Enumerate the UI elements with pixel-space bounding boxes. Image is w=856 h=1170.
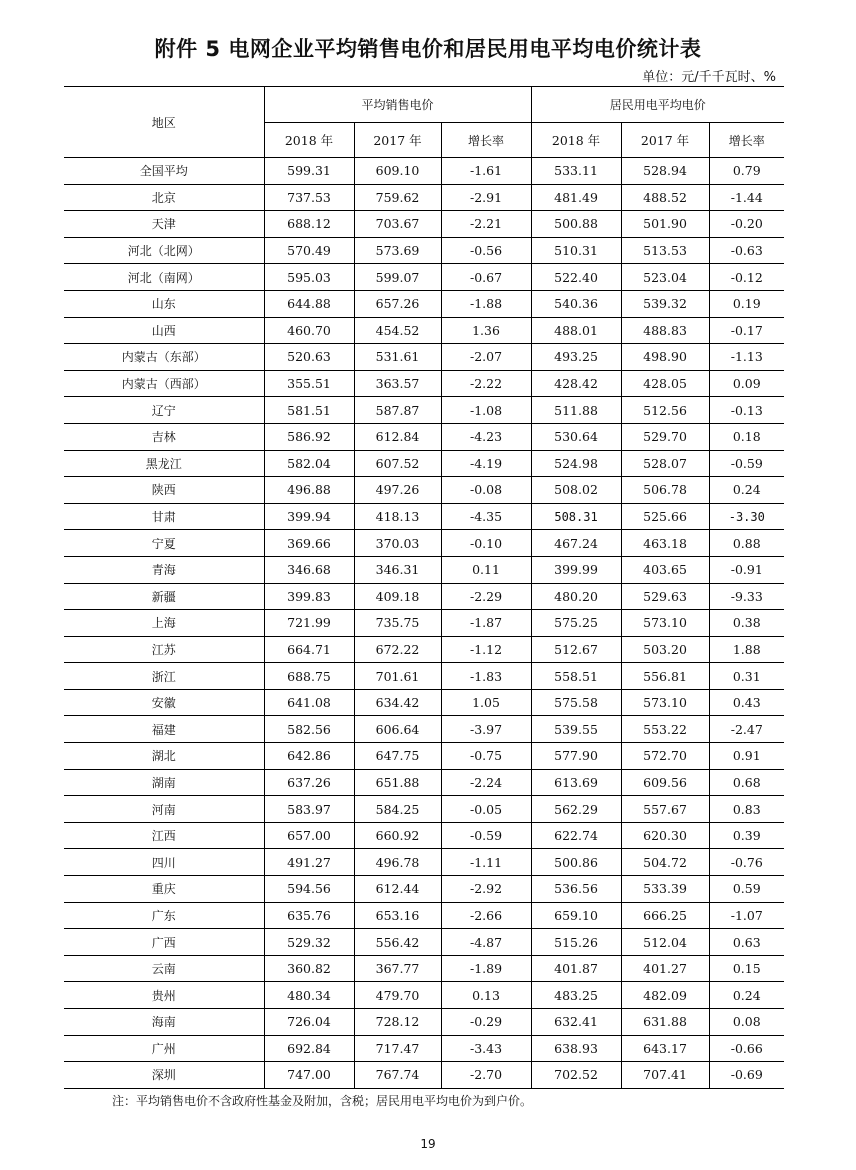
region-cell: 甘肃	[64, 503, 264, 530]
sales-2017-cell: 612.84	[354, 423, 441, 450]
residential-2018-cell: 536.56	[531, 876, 621, 903]
residential-growth-cell: -0.59	[709, 450, 784, 477]
residential-growth-cell: -0.13	[709, 397, 784, 424]
sales-growth-cell: 0.13	[441, 982, 531, 1009]
sales-growth-cell: -4.19	[441, 450, 531, 477]
residential-2018-cell: 575.25	[531, 610, 621, 637]
table-row	[64, 211, 784, 238]
sales-growth-cell: -0.10	[441, 530, 531, 557]
table-row	[64, 158, 784, 185]
sales-2017-cell: 653.16	[354, 902, 441, 929]
table-row	[64, 556, 784, 583]
sales-2018-cell: 520.63	[264, 344, 354, 371]
table-row	[64, 583, 784, 610]
residential-growth-cell: 0.43	[709, 689, 784, 716]
residential-2018-cell: 399.99	[531, 556, 621, 583]
residential-2018-cell: 500.88	[531, 211, 621, 238]
sales-2018-cell: 657.00	[264, 822, 354, 849]
table-row	[64, 663, 784, 690]
sales-2017-cell: 418.13	[354, 503, 441, 530]
residential-2018-cell: 530.64	[531, 423, 621, 450]
sales-2018-cell: 491.27	[264, 849, 354, 876]
region-cell: 云南	[64, 955, 264, 982]
sales-growth-cell: -0.75	[441, 743, 531, 770]
table-row	[64, 317, 784, 344]
sales-2017-cell: 660.92	[354, 822, 441, 849]
region-cell: 宁夏	[64, 530, 264, 557]
sales-2018-cell: 737.53	[264, 184, 354, 211]
sales-2018-cell: 582.04	[264, 450, 354, 477]
sales-2017-cell: 728.12	[354, 1009, 441, 1036]
region-cell: 江苏	[64, 636, 264, 663]
residential-2017-cell: 572.70	[621, 743, 709, 770]
sales-2018-cell: 369.66	[264, 530, 354, 557]
residential-2017-cell: 643.17	[621, 1035, 709, 1062]
residential-growth-cell: -1.13	[709, 344, 784, 371]
sales-growth-cell: -1.08	[441, 397, 531, 424]
sales-growth-cell: -4.23	[441, 423, 531, 450]
residential-2018-cell: 539.55	[531, 716, 621, 743]
residential-2017-cell: 529.70	[621, 423, 709, 450]
residential-2018-cell: 515.26	[531, 929, 621, 956]
sales-growth-cell: -2.29	[441, 583, 531, 610]
sales-growth-cell: -0.08	[441, 477, 531, 504]
residential-growth-cell: 0.38	[709, 610, 784, 637]
sales-2017-cell: 587.87	[354, 397, 441, 424]
residential-2017-cell: 525.66	[621, 503, 709, 530]
region-cell: 山西	[64, 317, 264, 344]
residential-2018-cell: 575.58	[531, 689, 621, 716]
residential-2018-cell: 533.11	[531, 158, 621, 185]
residential-2018-cell: 401.87	[531, 955, 621, 982]
table-row	[64, 716, 784, 743]
residential-growth-cell: 0.24	[709, 477, 784, 504]
residential-2017-cell: 631.88	[621, 1009, 709, 1036]
residential-2017-cell: 707.41	[621, 1062, 709, 1089]
residential-growth-cell: -0.12	[709, 264, 784, 291]
sales-2017-cell: 454.52	[354, 317, 441, 344]
document-title: 附件 5 电网企业平均销售电价和居民用电平均电价统计表	[154, 37, 702, 61]
residential-2017-cell: 463.18	[621, 530, 709, 557]
sales-2017-cell: 479.70	[354, 982, 441, 1009]
table-row	[64, 264, 784, 291]
sales-growth-cell: -2.21	[441, 211, 531, 238]
sales-2018-cell: 399.83	[264, 583, 354, 610]
residential-2017-cell: 533.39	[621, 876, 709, 903]
residential-2017-cell: 513.53	[621, 237, 709, 264]
region-cell: 辽宁	[64, 397, 264, 424]
sales-2018-cell: 641.08	[264, 689, 354, 716]
region-cell: 河北（北网）	[64, 237, 264, 264]
region-cell: 广东	[64, 902, 264, 929]
sales-2018-header: 2018 年	[264, 123, 354, 158]
residential-2017-cell: 512.04	[621, 929, 709, 956]
residential-growth-cell: 0.39	[709, 822, 784, 849]
table-row	[64, 184, 784, 211]
sales-2018-cell: 688.75	[264, 663, 354, 690]
region-cell: 深圳	[64, 1062, 264, 1089]
residential-2018-cell: 488.01	[531, 317, 621, 344]
sales-2018-cell: 355.51	[264, 370, 354, 397]
residential-2018-cell: 613.69	[531, 769, 621, 796]
residential-2018-cell: 500.86	[531, 849, 621, 876]
residential-2017-cell: 488.52	[621, 184, 709, 211]
sales-2017-cell: 496.78	[354, 849, 441, 876]
region-cell: 海南	[64, 1009, 264, 1036]
table-body	[64, 158, 784, 1089]
sales-growth-cell: -1.88	[441, 290, 531, 317]
sales-2018-cell: 581.51	[264, 397, 354, 424]
sales-growth-cell: 1.05	[441, 689, 531, 716]
sales-2017-cell: 759.62	[354, 184, 441, 211]
sales-2018-cell: 570.49	[264, 237, 354, 264]
table-row	[64, 982, 784, 1009]
table-row	[64, 450, 784, 477]
residential-2018-cell: 493.25	[531, 344, 621, 371]
residential-growth-cell: 0.24	[709, 982, 784, 1009]
page-number: 19	[420, 1137, 436, 1151]
sales-2017-cell: 370.03	[354, 530, 441, 557]
sales-2017-cell: 409.18	[354, 583, 441, 610]
residential-growth-cell: 0.79	[709, 158, 784, 185]
sales-2017-cell: 717.47	[354, 1035, 441, 1062]
residential-growth-cell: -2.47	[709, 716, 784, 743]
sales-2018-cell: 635.76	[264, 902, 354, 929]
table-row	[64, 822, 784, 849]
table-row	[64, 344, 784, 371]
region-cell: 上海	[64, 610, 264, 637]
residential-2018-cell: 467.24	[531, 530, 621, 557]
table-row	[64, 849, 784, 876]
residential-growth-cell: -1.07	[709, 902, 784, 929]
residential-2018-cell: 512.67	[531, 636, 621, 663]
residential-growth-cell: 0.15	[709, 955, 784, 982]
table-row	[64, 290, 784, 317]
residential-2017-cell: 403.65	[621, 556, 709, 583]
sales-growth-cell: 1.36	[441, 317, 531, 344]
residential-2017-cell: 528.94	[621, 158, 709, 185]
sales-growth-cell: -1.12	[441, 636, 531, 663]
residential-2017-cell: 482.09	[621, 982, 709, 1009]
table-row	[64, 876, 784, 903]
region-cell: 重庆	[64, 876, 264, 903]
residential-2017-cell: 498.90	[621, 344, 709, 371]
region-cell: 天津	[64, 211, 264, 238]
sales-2017-cell: 606.64	[354, 716, 441, 743]
residential-growth-cell: 1.88	[709, 636, 784, 663]
residential-2017-header: 2017 年	[621, 123, 709, 158]
residential-2018-cell: 622.74	[531, 822, 621, 849]
region-cell: 内蒙古（东部）	[64, 344, 264, 371]
region-cell: 河南	[64, 796, 264, 823]
residential-2017-cell: 488.83	[621, 317, 709, 344]
sales-2017-cell: 701.61	[354, 663, 441, 690]
residential-growth-cell: -1.44	[709, 184, 784, 211]
region-cell: 青海	[64, 556, 264, 583]
sales-2017-cell: 703.67	[354, 211, 441, 238]
residential-2017-cell: 557.67	[621, 796, 709, 823]
region-cell: 新疆	[64, 583, 264, 610]
residential-price-group-header: 居民用电平均电价	[531, 87, 784, 123]
region-cell: 安徽	[64, 689, 264, 716]
residential-growth-cell: 0.68	[709, 769, 784, 796]
sales-growth-cell: -1.89	[441, 955, 531, 982]
residential-2018-cell: 510.31	[531, 237, 621, 264]
residential-2017-cell: 504.72	[621, 849, 709, 876]
residential-2018-cell: 638.93	[531, 1035, 621, 1062]
residential-2018-cell: 632.41	[531, 1009, 621, 1036]
region-cell: 广西	[64, 929, 264, 956]
residential-growth-cell: -0.63	[709, 237, 784, 264]
residential-2018-cell: 540.36	[531, 290, 621, 317]
residential-2018-cell: 483.25	[531, 982, 621, 1009]
table-row	[64, 610, 784, 637]
residential-2018-cell: 508.31	[531, 503, 621, 530]
residential-2017-cell: 529.63	[621, 583, 709, 610]
table-row	[64, 503, 784, 530]
residential-2017-cell: 512.56	[621, 397, 709, 424]
sales-growth-cell: -0.05	[441, 796, 531, 823]
sales-2018-cell: 599.31	[264, 158, 354, 185]
residential-growth-cell: 0.63	[709, 929, 784, 956]
sales-2017-cell: 573.69	[354, 237, 441, 264]
sales-2017-cell: 609.10	[354, 158, 441, 185]
region-cell: 湖南	[64, 769, 264, 796]
sales-2017-cell: 556.42	[354, 929, 441, 956]
table-row	[64, 477, 784, 504]
residential-2018-cell: 428.42	[531, 370, 621, 397]
region-cell: 四川	[64, 849, 264, 876]
sales-growth-cell: -2.07	[441, 344, 531, 371]
region-cell: 山东	[64, 290, 264, 317]
sales-2018-cell: 747.00	[264, 1062, 354, 1089]
sales-growth-cell: -2.70	[441, 1062, 531, 1089]
sales-2017-cell: 599.07	[354, 264, 441, 291]
table-row	[64, 423, 784, 450]
residential-growth-cell: 0.31	[709, 663, 784, 690]
sales-2018-cell: 582.56	[264, 716, 354, 743]
sales-2018-cell: 583.97	[264, 796, 354, 823]
residential-growth-cell: 0.18	[709, 423, 784, 450]
residential-2018-cell: 577.90	[531, 743, 621, 770]
sales-2017-cell: 672.22	[354, 636, 441, 663]
electricity-price-table	[64, 86, 784, 1089]
sales-growth-cell: -4.87	[441, 929, 531, 956]
residential-2018-cell: 508.02	[531, 477, 621, 504]
sales-2017-cell: 367.77	[354, 955, 441, 982]
residential-growth-cell: -3.30	[709, 503, 784, 530]
residential-2018-cell: 702.52	[531, 1062, 621, 1089]
sales-2018-cell: 664.71	[264, 636, 354, 663]
residential-2018-cell: 522.40	[531, 264, 621, 291]
sales-2017-cell: 767.74	[354, 1062, 441, 1089]
table-row	[64, 796, 784, 823]
sales-growth-cell: -2.66	[441, 902, 531, 929]
region-cell: 浙江	[64, 663, 264, 690]
residential-2017-cell: 528.07	[621, 450, 709, 477]
table-row	[64, 1062, 784, 1089]
sales-2018-cell: 595.03	[264, 264, 354, 291]
sales-2018-cell: 688.12	[264, 211, 354, 238]
sales-2017-cell: 647.75	[354, 743, 441, 770]
sales-2017-cell: 612.44	[354, 876, 441, 903]
residential-2017-cell: 503.20	[621, 636, 709, 663]
residential-growth-cell: 0.83	[709, 796, 784, 823]
sales-growth-cell: -1.11	[441, 849, 531, 876]
sales-2017-cell: 346.31	[354, 556, 441, 583]
sales-2017-cell: 657.26	[354, 290, 441, 317]
sales-2017-cell: 584.25	[354, 796, 441, 823]
table-row	[64, 636, 784, 663]
residential-2017-cell: 401.27	[621, 955, 709, 982]
table-row	[64, 689, 784, 716]
table-row	[64, 397, 784, 424]
sales-2018-cell: 399.94	[264, 503, 354, 530]
residential-growth-cell: -0.91	[709, 556, 784, 583]
region-cell: 全国平均	[64, 158, 264, 185]
unit-label: 单位：元/千千瓦时、%	[642, 70, 776, 85]
residential-2018-header: 2018 年	[531, 123, 621, 158]
residential-growth-cell: -0.20	[709, 211, 784, 238]
sales-price-group-header: 平均销售电价	[264, 87, 531, 123]
residential-2017-cell: 553.22	[621, 716, 709, 743]
table-row	[64, 370, 784, 397]
region-cell: 黑龙江	[64, 450, 264, 477]
sales-2018-cell: 360.82	[264, 955, 354, 982]
sales-growth-cell: -1.83	[441, 663, 531, 690]
region-cell: 贵州	[64, 982, 264, 1009]
residential-growth-cell: 0.59	[709, 876, 784, 903]
residential-2018-cell: 481.49	[531, 184, 621, 211]
sales-2018-cell: 480.34	[264, 982, 354, 1009]
table-row	[64, 1009, 784, 1036]
residential-2017-cell: 523.04	[621, 264, 709, 291]
residential-growth-cell: 0.91	[709, 743, 784, 770]
table-row	[64, 530, 784, 557]
residential-2017-cell: 573.10	[621, 610, 709, 637]
sales-2017-cell: 497.26	[354, 477, 441, 504]
sales-growth-cell: -1.87	[441, 610, 531, 637]
residential-2017-cell: 539.32	[621, 290, 709, 317]
region-cell: 河北（南网）	[64, 264, 264, 291]
table-row	[64, 769, 784, 796]
residential-growth-cell: 0.09	[709, 370, 784, 397]
region-cell: 江西	[64, 822, 264, 849]
sales-2018-cell: 726.04	[264, 1009, 354, 1036]
sales-growth-cell: -0.29	[441, 1009, 531, 1036]
sales-2018-cell: 692.84	[264, 1035, 354, 1062]
residential-growth-header: 增长率	[709, 123, 784, 158]
residential-2017-cell: 501.90	[621, 211, 709, 238]
residential-2018-cell: 480.20	[531, 583, 621, 610]
table-row	[64, 743, 784, 770]
sales-growth-cell: -2.92	[441, 876, 531, 903]
residential-growth-cell: -9.33	[709, 583, 784, 610]
table-row	[64, 902, 784, 929]
region-cell: 湖北	[64, 743, 264, 770]
residential-growth-cell: -0.17	[709, 317, 784, 344]
residential-2017-cell: 573.10	[621, 689, 709, 716]
sales-2017-cell: 634.42	[354, 689, 441, 716]
residential-growth-cell: -0.76	[709, 849, 784, 876]
table-row	[64, 237, 784, 264]
table-row	[64, 955, 784, 982]
sales-growth-header: 增长率	[441, 123, 531, 158]
residential-2017-cell: 428.05	[621, 370, 709, 397]
residential-growth-cell: -0.69	[709, 1062, 784, 1089]
residential-growth-cell: -0.66	[709, 1035, 784, 1062]
sales-2017-cell: 363.57	[354, 370, 441, 397]
sales-2018-cell: 721.99	[264, 610, 354, 637]
region-cell: 北京	[64, 184, 264, 211]
residential-growth-cell: 0.88	[709, 530, 784, 557]
sales-2018-cell: 529.32	[264, 929, 354, 956]
sales-growth-cell: -4.35	[441, 503, 531, 530]
residential-2018-cell: 562.29	[531, 796, 621, 823]
region-cell: 吉林	[64, 423, 264, 450]
sales-growth-cell: -1.61	[441, 158, 531, 185]
residential-2018-cell: 558.51	[531, 663, 621, 690]
table-row	[64, 929, 784, 956]
sales-2018-cell: 594.56	[264, 876, 354, 903]
table-row	[64, 1035, 784, 1062]
sales-growth-cell: -3.97	[441, 716, 531, 743]
sales-growth-cell: 0.11	[441, 556, 531, 583]
footnote: 注：平均销售电价不含政府性基金及附加，含税；居民用电平均电价为到户价。	[112, 1094, 533, 1108]
sales-growth-cell: -0.59	[441, 822, 531, 849]
residential-2018-cell: 511.88	[531, 397, 621, 424]
residential-growth-cell: 0.08	[709, 1009, 784, 1036]
residential-2017-cell: 620.30	[621, 822, 709, 849]
sales-growth-cell: -3.43	[441, 1035, 531, 1062]
region-cell: 内蒙古（西部）	[64, 370, 264, 397]
region-column-header: 地区	[64, 87, 264, 158]
sales-growth-cell: -2.22	[441, 370, 531, 397]
sales-growth-cell: -2.91	[441, 184, 531, 211]
region-cell: 福建	[64, 716, 264, 743]
residential-growth-cell: 0.19	[709, 290, 784, 317]
residential-2017-cell: 556.81	[621, 663, 709, 690]
sales-2018-cell: 637.26	[264, 769, 354, 796]
sales-growth-cell: -0.67	[441, 264, 531, 291]
sales-2017-cell: 607.52	[354, 450, 441, 477]
residential-2018-cell: 659.10	[531, 902, 621, 929]
sales-2018-cell: 496.88	[264, 477, 354, 504]
sales-2018-cell: 460.70	[264, 317, 354, 344]
sales-2017-header: 2017 年	[354, 123, 441, 158]
sales-2017-cell: 735.75	[354, 610, 441, 637]
sales-growth-cell: -2.24	[441, 769, 531, 796]
residential-2017-cell: 506.78	[621, 477, 709, 504]
sales-growth-cell: -0.56	[441, 237, 531, 264]
sales-2018-cell: 586.92	[264, 423, 354, 450]
sales-2017-cell: 531.61	[354, 344, 441, 371]
residential-2018-cell: 524.98	[531, 450, 621, 477]
sales-2018-cell: 642.86	[264, 743, 354, 770]
region-cell: 陕西	[64, 477, 264, 504]
residential-2017-cell: 666.25	[621, 902, 709, 929]
sales-2018-cell: 644.88	[264, 290, 354, 317]
sales-2018-cell: 346.68	[264, 556, 354, 583]
region-cell: 广州	[64, 1035, 264, 1062]
residential-2017-cell: 609.56	[621, 769, 709, 796]
sales-2017-cell: 651.88	[354, 769, 441, 796]
